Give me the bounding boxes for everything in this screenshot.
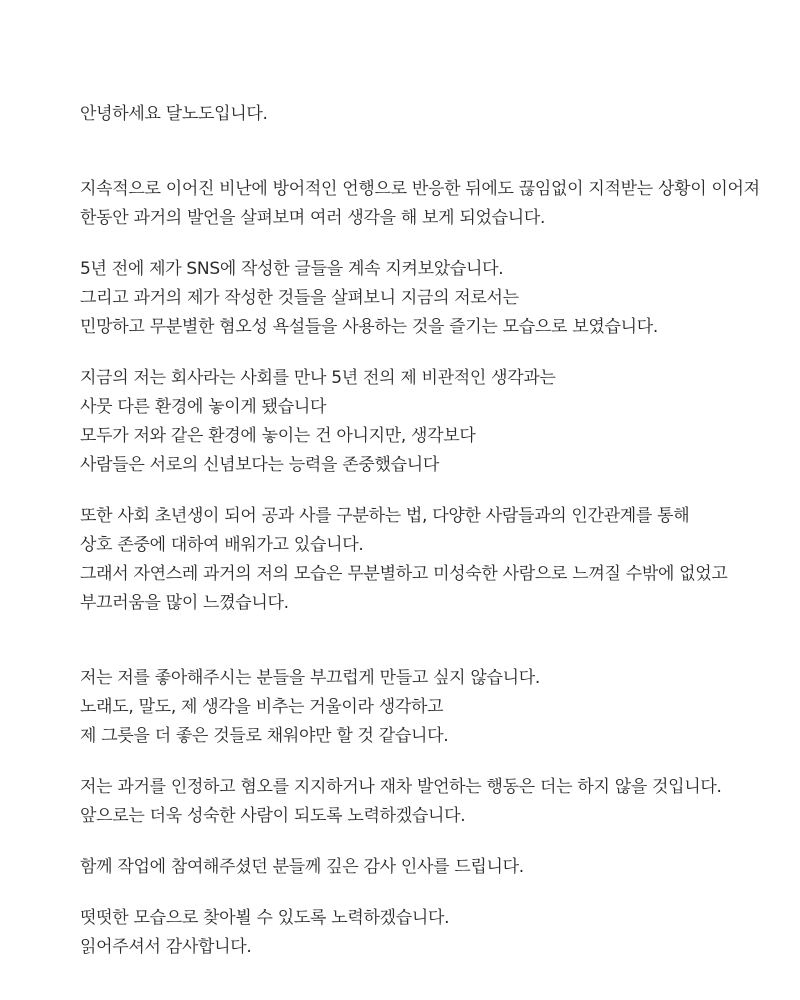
paragraph-5 [80, 664, 780, 751]
text-line: 노래도, 말도, 제 생각을 비추는 거울이라 생각하고 [80, 697, 444, 717]
text-line: 사람들은 서로의 신념보다는 능력을 존중했습니다 [80, 455, 439, 475]
text-line: 앞으로는 더욱 성숙한 사람이 되도록 노력하겠습니다. [80, 806, 466, 826]
paragraph-2 [80, 255, 780, 342]
statement-document [80, 0, 780, 962]
text-line: 저는 저를 좋아해주시는 분들을 부끄럽게 만들고 싶지 않습니다. [80, 668, 541, 688]
greeting: 안녕하세요 달노도입니다. [80, 104, 268, 124]
text-line: 사뭇 다른 환경에 놓이게 됐습니다 [80, 397, 327, 417]
text-line: 떳떳한 모습으로 찾아뵐 수 있도록 노력하겠습니다. [80, 908, 450, 928]
text-line: 민망하고 무분별한 혐오성 욕설들을 사용하는 것을 즐기는 모습으로 보였습니다. [80, 317, 658, 337]
text-line: 저는 과거를 인정하고 혐오를 지지하거나 재차 발언하는 행동은 더는 하지 않을 것입니다. [80, 777, 722, 797]
paragraph-3 [80, 364, 780, 480]
text-line: 5년 전에 제가 SNS에 작성한 글들을 계속 지켜보았습니다. [80, 259, 504, 279]
text-line: 부끄러움을 많이 느꼈습니다. [80, 593, 289, 613]
paragraph-4 [80, 502, 780, 618]
text-line: 한동안 과거의 발언을 살펴보며 여러 생각을 해 보게 되었습니다. [80, 208, 546, 228]
text-line: 그래서 자연스레 과거의 저의 모습은 무분별하고 미성숙한 사람으로 느껴질 수밖에 없었고 [80, 564, 728, 584]
paragraph-7 [80, 853, 780, 882]
text-line: 모두가 저와 같은 환경에 놓이는 건 아니지만, 생각보다 [80, 426, 476, 446]
text-line: 그리고 과거의 제가 작성한 것들을 살펴보니 지금의 저로서는 [80, 288, 519, 308]
text-line: 함께 작업에 참여해주셨던 분들께 깊은 감사 인사를 드립니다. [80, 857, 524, 877]
text-line: 읽어주셔서 감사합니다. [80, 937, 252, 957]
paragraph-6 [80, 773, 780, 831]
text-line: 또한 사회 초년생이 되어 공과 사를 구분하는 법, 다양한 사람들과의 인간관계를 통해 [80, 506, 690, 526]
text-line: 제 그릇을 더 좋은 것들로 채워야만 할 것 같습니다. [80, 726, 449, 746]
text-line: 상호 존중에 대하여 배워가고 있습니다. [80, 535, 364, 555]
paragraph-8 [80, 904, 780, 962]
text-line: 지금의 저는 회사라는 사회를 만나 5년 전의 제 비관적인 생각과는 [80, 368, 556, 388]
text-line: 지속적으로 이어진 비난에 방어적인 언행으로 반응한 뒤에도 끊임없이 지적받는 상황이 이어져 [80, 179, 760, 199]
paragraph-1 [80, 175, 780, 233]
